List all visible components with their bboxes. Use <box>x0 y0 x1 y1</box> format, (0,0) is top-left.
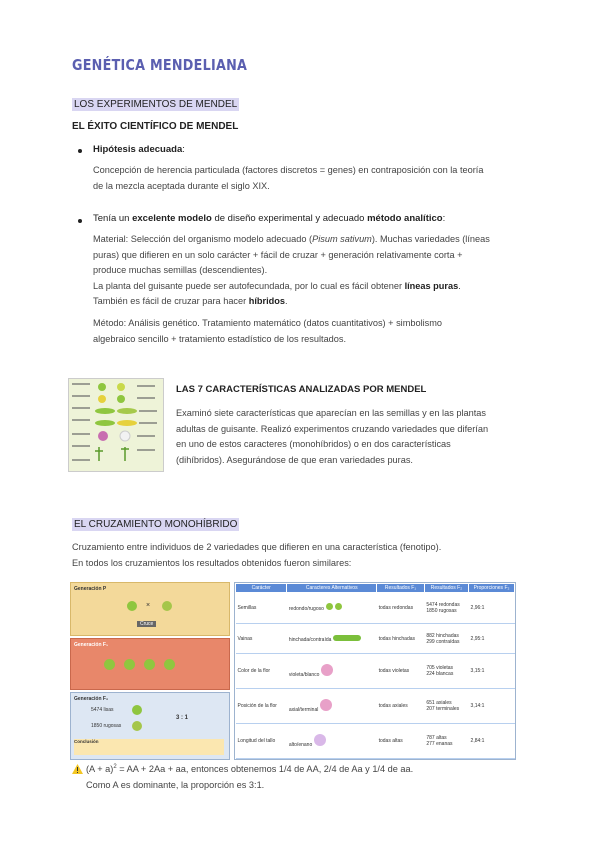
bullet-modelo: Tenía un excelente modelo de diseño experimental y adecuado método analítico: <box>93 213 446 224</box>
bullet-hipotesis: Hipótesis adecuada: <box>93 144 185 155</box>
seven-characters-text: Examinó siete características que aparecían en las semillas y en las plantas adultas de guisante. Realizó experimentos cruzando variedades que diferían en uno de estos caracteres (monohíbridos) o en dos características (dihíbridos). Asegurándose de que eran variedades puras. <box>176 408 489 465</box>
table-row: Posición de la flor axial/terminal todas axiales 651 axiales 207 terminales 3,14:1 <box>236 689 515 724</box>
table-header: Resultados F₁ <box>377 584 425 593</box>
table-row: Vainas hinchada/contraída todas hinchadas 882 hinchadas 299 contraídas 2,95:1 <box>236 623 515 654</box>
generation-p-box: Generación P × Cruce <box>70 582 230 636</box>
seven-characters-image <box>68 378 164 472</box>
mendel-results-table <box>234 582 516 760</box>
pea-seed-icon <box>144 659 155 670</box>
material-text: Material: Selección del organismo modelo adecuado (Pisum sativum). Muchas variedades (líneas puras) que difieren en un solo carácter + fácil de cruzar + generación relativamente corta + produce muchas semillas (descendientes). La planta del guisante puede ser autofecundada, por lo cual es fácil obtener líneas puras. También es fácil de cruzar para hacer híbridos. <box>93 234 490 306</box>
metodo-text: Método: Análisis genético. Tratamiento matemático (datos cuantitativos) + simbolismo algebraico sencillo + tratamiento estadístico de los resultados. <box>93 318 443 344</box>
table-header: Caracteres Alternativos <box>287 584 377 593</box>
pea-seed-icon <box>104 659 115 670</box>
seed-icon <box>335 603 342 610</box>
seven-characters-heading: LAS 7 CARACTERÍSTICAS ANALIZADAS POR MENDEL <box>176 384 427 395</box>
pea-characters-illustration <box>69 379 163 471</box>
seed-icon <box>326 603 333 610</box>
formula-conclusion: Como A es dominante, la proporción es 3:1. <box>86 780 265 790</box>
section-heading-monohibrido: EL CRUZAMIENTO MONOHÍBRIDO <box>74 519 238 530</box>
hipotesis-text: Concepción de herencia particulada (factores discretos = genes) en contraposición con la teoría de la mezcla aceptada durante el siglo XIX. <box>93 165 484 191</box>
cross-icon: × <box>146 602 151 609</box>
flower-icon <box>320 699 332 711</box>
flower-icon <box>314 734 326 746</box>
pea-seed-icon <box>124 659 135 670</box>
table-row: Longitud del tallo alto/enano todas altas 787 altas 277 enanas 2,84:1 <box>236 724 515 759</box>
table-header: Proporciones F₂ <box>469 584 515 593</box>
generation-f1-box: Generación F₁ <box>70 638 230 690</box>
table-row: Color de la flor violeta/blanco todas violetas 705 violetas 224 blancas 3,15:1 <box>236 654 515 689</box>
monohybrid-cross-diagram <box>70 582 228 758</box>
pea-seed-icon <box>164 659 175 670</box>
subheading-exito: EL ÉXITO CIENTÍFICO DE MENDEL <box>72 121 239 132</box>
bullet-dot <box>78 149 82 153</box>
results-table <box>235 583 515 759</box>
formula-line: $(A + a)^2$ = AA + 2Aa + aa, entonces obtenemos 1/4 de AA, 2/4 de Aa y 1/4 de aa. <box>86 764 414 775</box>
monohibrido-text: Cruzamiento entre individuos de 2 variedades que difieren en una característica (fenotipo). En todos los cruzamientos los resultados obtenidos fueron similares: <box>72 542 442 568</box>
generation-f2-box: Generación F₂ 5474 lisas 1850 rugosas 3 : 1 Conclusión <box>70 692 230 760</box>
pea-seed-icon <box>132 705 142 715</box>
pea-seed-icon <box>127 601 137 611</box>
table-header: Resultados F₂ <box>424 584 468 593</box>
bullet-dot <box>78 219 82 223</box>
pea-seed-icon <box>162 601 172 611</box>
page-title: GENÉTICA MENDELIANA <box>72 56 248 74</box>
warning-icon <box>72 761 83 779</box>
table-header: Carácter <box>236 584 287 593</box>
pod-icon <box>333 635 361 641</box>
section-heading-experimentos: LOS EXPERIMENTOS DE MENDEL <box>74 99 238 110</box>
flower-icon <box>321 664 333 676</box>
table-row: Semillas redondo/rugoso todas redondas 5474 redondas 1850 rugosas 2,96:1 <box>236 593 515 624</box>
pea-seed-icon <box>132 721 142 731</box>
